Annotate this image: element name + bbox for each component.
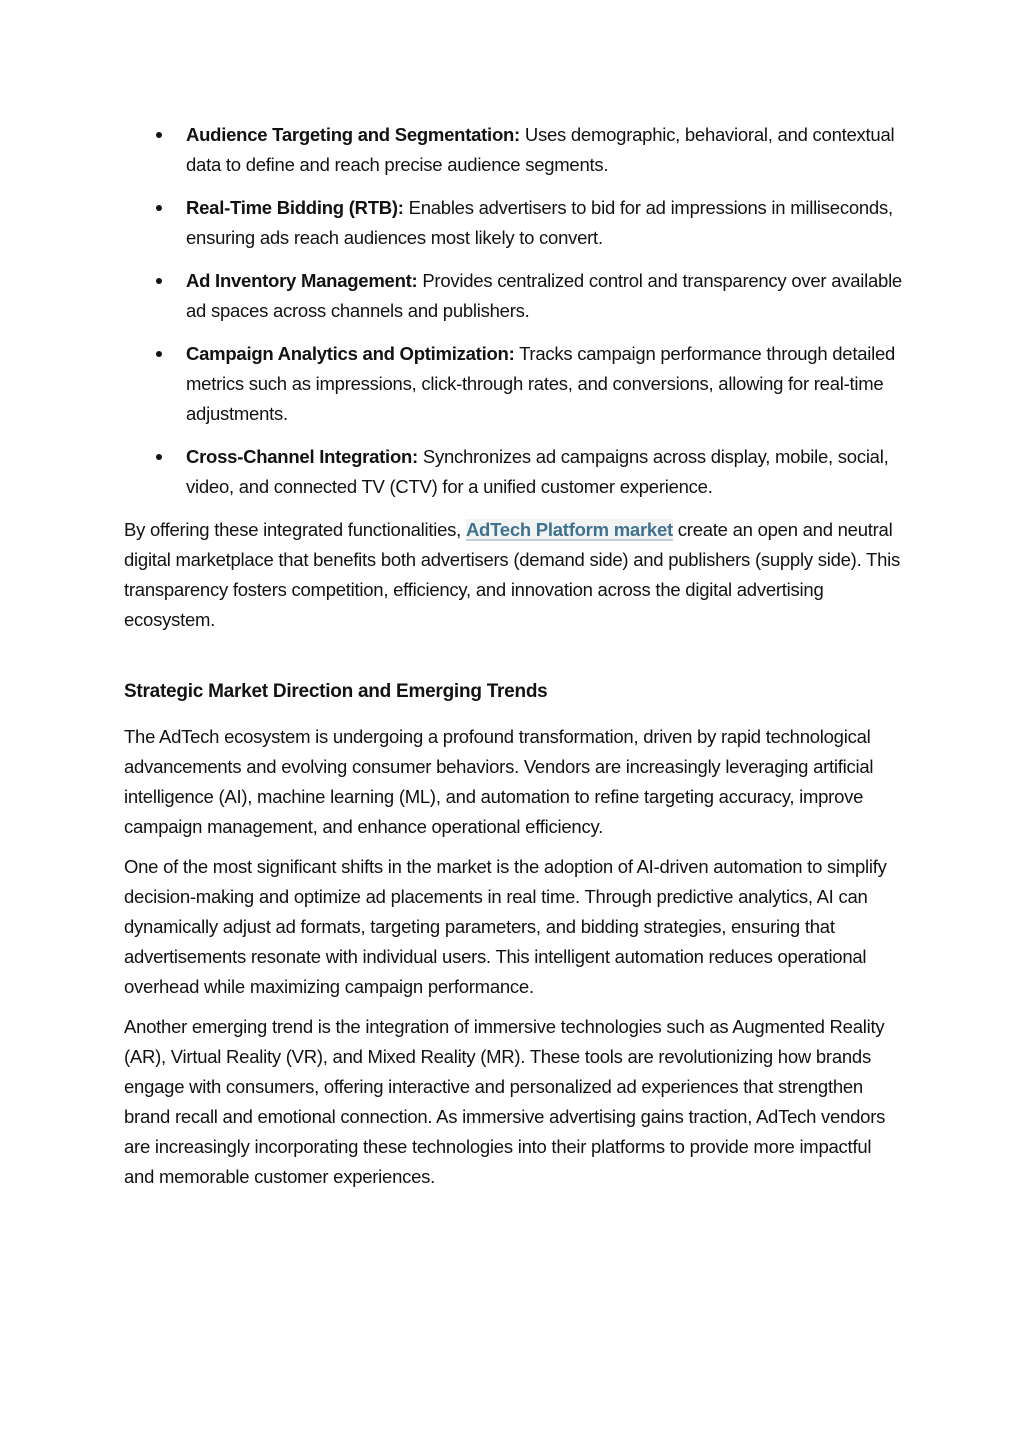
- bullet-icon: [156, 351, 162, 357]
- paragraph-text-before-link: By offering these integrated functionalities,: [124, 519, 462, 540]
- list-item-lead: Ad Inventory Management:: [186, 270, 418, 291]
- bullet-icon: [156, 454, 162, 460]
- bullet-icon: [156, 205, 162, 211]
- list-item-cross-channel: [124, 442, 904, 502]
- list-item-real-time-bidding: [124, 193, 904, 253]
- list-item-text: Synchronizes ad campaigns across display, mobile, social, video, and connected TV (CTV) for a unified customer experience.: [186, 446, 889, 497]
- list-item-lead: Audience Targeting and Segmentation:: [186, 124, 520, 145]
- paragraph-summary: [124, 515, 904, 635]
- list-item-text: Provides centralized control and transparency over available ad spaces across channels and publishers.: [186, 270, 902, 321]
- paragraph-ecosystem-transformation: The AdTech ecosystem is undergoing a profound transformation, driven by rapid technological advancements and evolving consumer behaviors. Vendors are increasingly leveraging artificial intelligence (AI), machine learning (ML), and automation to refine targeting accuracy, improve campaign management, and enhance operational efficiency.: [124, 726, 874, 837]
- section-heading: Strategic Market Direction and Emerging Trends: [124, 681, 548, 702]
- list-item-ad-inventory: [124, 266, 904, 326]
- paragraph-text-after-link: create an open and neutral digital marketplace that benefits both advertisers (demand side) and publishers (supply side). This transparency fosters competition, efficiency, and innovation across the digital advertising ecosystem.: [124, 519, 900, 630]
- adtech-platform-market-link[interactable]: AdTech Platform market: [465, 519, 673, 540]
- page-content: [124, 120, 904, 1202]
- list-item-audience-targeting: [124, 120, 904, 180]
- feature-list: [124, 120, 904, 502]
- bullet-icon: [156, 278, 162, 284]
- list-item-text: Enables advertisers to bid for ad impressions in milliseconds, ensuring ads reach audiences most likely to convert.: [186, 197, 893, 248]
- list-item-lead: Real-Time Bidding (RTB):: [186, 197, 404, 218]
- list-item-campaign-analytics: [124, 339, 904, 429]
- bullet-icon: [156, 132, 162, 138]
- list-item-lead: Campaign Analytics and Optimization:: [186, 343, 515, 364]
- list-item-lead: Cross-Channel Integration:: [186, 446, 418, 467]
- paragraph-ai-automation: One of the most significant shifts in the market is the adoption of AI-driven automation to simplify decision-making and optimize ad placements in real time. Through predictive analytics, AI can dynamically adjust ad formats, targeting parameters, and bidding strategies, ensuring that advertisements resonate with individual users. This intelligent automation reduces operational overhead while maximizing campaign performance.: [124, 856, 887, 997]
- list-item-text: Uses demographic, behavioral, and contextual data to define and reach precise audience segments.: [186, 124, 895, 175]
- paragraph-immersive-technologies: Another emerging trend is the integration of immersive technologies such as Augmented Reality (AR), Virtual Reality (VR), and Mixed Reality (MR). These tools are revolutionizing how brands engage with consumers, offering interactive and personalized ad experiences that strengthen brand recall and emotional connection. As immersive advertising gains traction, AdTech vendors are increasingly incorporating these technologies into their platforms to provide more impactful and memorable customer experiences.: [124, 1016, 886, 1187]
- list-item-text: Tracks campaign performance through detailed metrics such as impressions, click-through rates, and conversions, allowing for real-time adjustments.: [186, 343, 896, 424]
